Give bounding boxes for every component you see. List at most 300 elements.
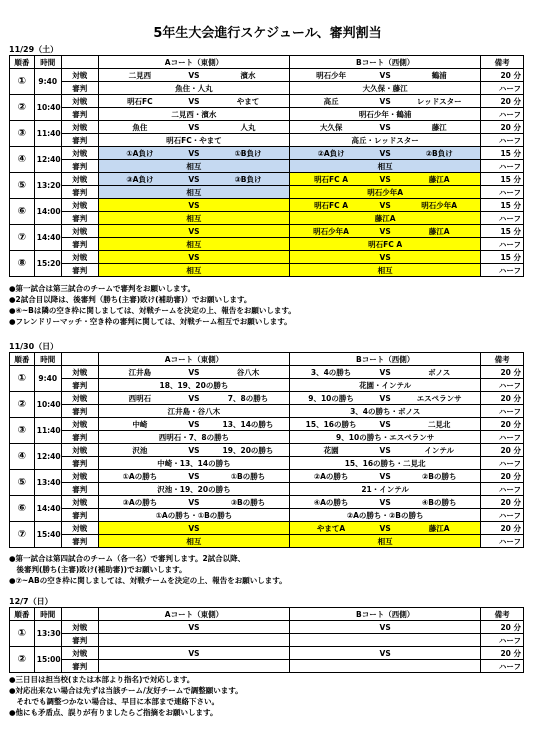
- vs-label: VS: [188, 96, 200, 106]
- ref-label: 審判: [61, 264, 98, 277]
- section-date: 11/30（日）: [9, 342, 59, 351]
- team-name: ③Bの勝ち: [230, 497, 266, 507]
- court-a-match: [98, 121, 289, 134]
- team-name: [101, 648, 179, 659]
- team-name: [101, 200, 179, 211]
- header-no: 順番: [10, 608, 35, 621]
- court-a-referee: [98, 660, 289, 673]
- ref-label: 審判: [61, 160, 98, 173]
- team-name: やまて: [236, 96, 260, 106]
- match-duration: 20 分: [481, 522, 524, 535]
- court-b-match: [290, 199, 481, 212]
- match-row: [10, 444, 524, 457]
- schedule-table: [9, 352, 524, 548]
- team-name: 大久保: [319, 122, 343, 132]
- vs-label: VS: [379, 367, 391, 377]
- note-line: それでも調整つかない場合は、早目に本部まで連絡下さい。: [9, 697, 219, 706]
- court-b-match: [290, 470, 481, 483]
- note-line: ●④~Bは隣の空き枠に関しましては、対戦チームを決定の上、報告をお願いします。: [9, 306, 296, 315]
- play-label: 対戦: [61, 522, 98, 535]
- vs-label: VS: [188, 393, 200, 403]
- referee-row: [10, 134, 524, 147]
- court-a-match: [98, 647, 289, 660]
- court-b-referee: 花園・インテル: [290, 379, 481, 392]
- header-no: 順番: [10, 353, 35, 366]
- match-duration: 15 分: [481, 225, 524, 238]
- play-label: 対戦: [61, 444, 98, 457]
- match-half: ハーフ: [481, 134, 524, 147]
- referee-row: [10, 379, 524, 392]
- match-half: ハーフ: [481, 212, 524, 225]
- team-name: 鶴浦: [431, 70, 447, 80]
- team-name: [101, 252, 179, 263]
- referee-row: [10, 509, 524, 522]
- court-a-referee: 18、19、20の勝ち: [98, 379, 289, 392]
- team-name: ①B負け: [234, 148, 262, 158]
- match-row: [10, 418, 524, 431]
- header-note: 備考: [481, 353, 524, 366]
- referee-row: [10, 660, 524, 673]
- court-a-referee: 相互: [98, 212, 289, 225]
- match-time: 15:00: [34, 647, 61, 673]
- team-name: エスペランサ: [416, 393, 462, 403]
- header-row: [10, 353, 524, 366]
- court-b-referee: 高丘・レッドスター: [290, 134, 481, 147]
- match-number: ①: [10, 69, 35, 95]
- note-line: ●第一試合は第四試合のチーム（各一名）で審判します。2試合以降、: [9, 554, 246, 563]
- court-a-referee: 中崎・13、14の勝ち: [98, 457, 289, 470]
- note-line: ●2試合目以降は、後審判（勝ち(主審)敗け(補助審)）でお願いします。: [9, 295, 252, 304]
- court-a-referee: 西明石・7、8の勝ち: [98, 431, 289, 444]
- match-duration: 15 分: [481, 147, 524, 160]
- team-name: [101, 523, 179, 534]
- team-name: 藤江A: [428, 174, 450, 184]
- team-name: ①A負け: [126, 148, 154, 158]
- match-number: ①: [10, 366, 35, 392]
- team-name: 高丘: [323, 96, 339, 106]
- match-half: ハーフ: [481, 82, 524, 95]
- court-a-match: [98, 69, 289, 82]
- team-name: 7、8の勝ち: [227, 393, 269, 403]
- vs-label: VS: [188, 174, 200, 184]
- team-name: 谷八木: [236, 367, 260, 377]
- referee-row: [10, 535, 524, 548]
- team-name: 明石少年A: [313, 226, 349, 236]
- header-court-a: Aコート（東側）: [98, 608, 289, 621]
- court-a-match: [98, 95, 289, 108]
- match-half: ハーフ: [481, 634, 524, 647]
- team-name: 明石FC A: [314, 174, 349, 184]
- court-a-match: [98, 392, 289, 405]
- team-name: [209, 226, 287, 237]
- section-date: 12/7（日）: [9, 597, 53, 606]
- team-name: 濱水: [240, 70, 256, 80]
- play-label: 対戦: [61, 147, 98, 160]
- team-name: [209, 622, 287, 633]
- vs-label: VS: [379, 70, 391, 80]
- match-number: ⑦: [10, 225, 35, 251]
- court-b-match: [290, 392, 481, 405]
- play-label: 対戦: [61, 95, 98, 108]
- team-name: 沢池: [132, 445, 148, 455]
- match-half: ハーフ: [481, 160, 524, 173]
- play-label: 対戦: [61, 418, 98, 431]
- match-half: ハーフ: [481, 108, 524, 121]
- court-a-referee: 相互: [98, 186, 289, 199]
- court-b-referee: 21・インテル: [290, 483, 481, 496]
- vs-label: VS: [188, 148, 200, 158]
- team-name: ②A負け: [317, 148, 345, 158]
- vs-label: VS: [379, 122, 391, 132]
- ref-label: 審判: [61, 212, 98, 225]
- note-line: ●他にも矛盾点、誤りが有りましたらご指摘をお願いします。: [9, 708, 218, 717]
- ref-label: 審判: [61, 405, 98, 418]
- match-row: [10, 121, 524, 134]
- match-half: ハーフ: [481, 264, 524, 277]
- team-name: やまてA: [316, 523, 346, 533]
- court-a-referee: 魚住・人丸: [98, 82, 289, 95]
- match-duration: 20 分: [481, 69, 524, 82]
- play-label: 対戦: [61, 251, 98, 264]
- vs-label: VS: [188, 648, 200, 658]
- match-time: 15:40: [34, 522, 61, 548]
- match-row: [10, 251, 524, 264]
- referee-row: [10, 431, 524, 444]
- ref-label: 審判: [61, 186, 98, 199]
- match-number: ③: [10, 121, 35, 147]
- header-type: [61, 608, 98, 621]
- match-row: [10, 366, 524, 379]
- match-duration: 20 分: [481, 621, 524, 634]
- header-row: [10, 56, 524, 69]
- header-court-a: Aコート（東側）: [98, 56, 289, 69]
- team-name: 西明石: [128, 393, 152, 403]
- court-b-match: [290, 225, 481, 238]
- court-a-match: [98, 225, 289, 238]
- vs-label: VS: [379, 148, 391, 158]
- play-label: 対戦: [61, 173, 98, 186]
- referee-row: [10, 160, 524, 173]
- vs-label: VS: [188, 70, 200, 80]
- match-duration: 15 分: [481, 199, 524, 212]
- team-name: 二見北: [427, 419, 451, 429]
- header-no: 順番: [10, 56, 35, 69]
- header-row: [10, 608, 524, 621]
- vs-label: VS: [379, 445, 391, 455]
- court-a-referee: [98, 634, 289, 647]
- match-row: [10, 496, 524, 509]
- match-row: [10, 147, 524, 160]
- header-type: [61, 353, 98, 366]
- match-time: 10:40: [34, 95, 61, 121]
- match-number: ③: [10, 418, 35, 444]
- team-name: ③Aの勝ち: [122, 497, 158, 507]
- match-half: ハーフ: [481, 457, 524, 470]
- match-number: ①: [10, 621, 35, 647]
- team-name: [400, 648, 478, 659]
- match-time: 15:20: [34, 251, 61, 277]
- team-name: 藤江A: [428, 523, 450, 533]
- match-number: ⑥: [10, 199, 35, 225]
- team-name: [209, 200, 287, 211]
- match-row: [10, 522, 524, 535]
- match-half: ハーフ: [481, 238, 524, 251]
- team-name: ②Bの勝ち: [421, 471, 457, 481]
- match-time: 14:40: [34, 225, 61, 251]
- court-a-match: [98, 444, 289, 457]
- team-name: 江井島: [128, 367, 152, 377]
- match-time: 13:30: [34, 621, 61, 647]
- court-b-match: [290, 647, 481, 660]
- referee-row: [10, 238, 524, 251]
- match-number: ④: [10, 444, 35, 470]
- section-date: 11/29（土）: [9, 45, 59, 54]
- play-label: 対戦: [61, 647, 98, 660]
- team-name: ③B負け: [234, 174, 262, 184]
- match-number: ②: [10, 392, 35, 418]
- court-b-match: [290, 444, 481, 457]
- match-number: ②: [10, 647, 35, 673]
- court-a-match: [98, 522, 289, 535]
- vs-label: VS: [188, 122, 200, 132]
- play-label: 対戦: [61, 392, 98, 405]
- court-a-referee: 相互: [98, 264, 289, 277]
- referee-row: [10, 457, 524, 470]
- vs-label: VS: [188, 419, 200, 429]
- court-a-referee: 明石FC・やまて: [98, 134, 289, 147]
- ref-label: 審判: [61, 238, 98, 251]
- header-court-b: Bコート（西側）: [290, 608, 481, 621]
- court-a-referee: 沢池・19、20の勝ち: [98, 483, 289, 496]
- court-a-match: [98, 199, 289, 212]
- ref-label: 審判: [61, 660, 98, 673]
- header-time: 時間: [34, 56, 61, 69]
- match-number: ⑤: [10, 470, 35, 496]
- note-line: ●⑦~ABの空き枠に関しましては、対戦チームを決定の上、報告をお願いします。: [9, 576, 287, 585]
- team-name: [209, 523, 287, 534]
- header-court-b: Bコート（西側）: [290, 56, 481, 69]
- ref-label: 審判: [61, 134, 98, 147]
- match-half: ハーフ: [481, 535, 524, 548]
- note-line: ●フレンドリーマッチ・空き枠の審判に関しては、対戦チーム相互でお願いします。: [9, 317, 292, 326]
- match-number: ②: [10, 95, 35, 121]
- match-duration: 20 分: [481, 95, 524, 108]
- court-a-referee: 二見西・濱水: [98, 108, 289, 121]
- vs-label: VS: [379, 226, 391, 236]
- court-b-match: [290, 95, 481, 108]
- match-duration: 20 分: [481, 470, 524, 483]
- court-a-match: [98, 621, 289, 634]
- match-row: [10, 199, 524, 212]
- match-time: 10:40: [34, 392, 61, 418]
- play-label: 対戦: [61, 496, 98, 509]
- vs-label: VS: [379, 471, 391, 481]
- team-name: ボノス: [428, 367, 451, 377]
- match-duration: 20 分: [481, 418, 524, 431]
- match-row: [10, 225, 524, 238]
- vs-label: VS: [379, 622, 391, 632]
- match-duration: 20 分: [481, 366, 524, 379]
- team-name: インテル: [424, 445, 454, 455]
- ref-label: 審判: [61, 82, 98, 95]
- court-b-referee: [290, 660, 481, 673]
- vs-label: VS: [379, 393, 391, 403]
- court-a-match: [98, 496, 289, 509]
- court-b-referee: 藤江A: [290, 212, 481, 225]
- header-time: 時間: [34, 353, 61, 366]
- match-time: 9:40: [34, 366, 61, 392]
- vs-label: VS: [379, 174, 391, 184]
- vs-label: VS: [379, 252, 391, 262]
- match-row: [10, 95, 524, 108]
- court-b-match: [290, 69, 481, 82]
- court-a-referee: 相互: [98, 238, 289, 251]
- ref-label: 審判: [61, 634, 98, 647]
- match-duration: 20 分: [481, 392, 524, 405]
- schedule-table: [9, 55, 524, 277]
- team-name: [292, 648, 370, 659]
- court-b-referee: 明石少年・鶴浦: [290, 108, 481, 121]
- match-row: [10, 621, 524, 634]
- header-court-b: Bコート（西側）: [290, 353, 481, 366]
- play-label: 対戦: [61, 225, 98, 238]
- header-time: 時間: [34, 608, 61, 621]
- team-name: 明石少年: [316, 70, 347, 80]
- match-row: [10, 69, 524, 82]
- match-time: 12:40: [34, 147, 61, 173]
- team-name: 13、14の勝ち: [222, 419, 274, 429]
- match-row: [10, 392, 524, 405]
- team-name: レッドスター: [416, 96, 462, 106]
- team-name: ①Aの勝ち: [122, 471, 158, 481]
- vs-label: VS: [379, 96, 391, 106]
- match-row: [10, 647, 524, 660]
- team-name: ③A負け: [126, 174, 154, 184]
- match-number: ⑦: [10, 522, 35, 548]
- court-b-match: [290, 418, 481, 431]
- schedule-table: [9, 607, 524, 673]
- court-a-referee: ①Aの勝ち・①Bの勝ち: [98, 509, 289, 522]
- match-half: ハーフ: [481, 509, 524, 522]
- match-duration: 20 分: [481, 444, 524, 457]
- match-time: 14:40: [34, 496, 61, 522]
- court-b-referee: 相互: [290, 535, 481, 548]
- note-line: 後審判(勝ち(主審)敗け(補助審))でお願いします。: [9, 565, 187, 574]
- note-line: ●三日目は担当校(または本部より指名)で対応します。: [9, 675, 195, 684]
- match-half: ハーフ: [481, 660, 524, 673]
- team-name: ④Aの勝ち: [313, 497, 349, 507]
- match-time: 14:00: [34, 199, 61, 225]
- team-name: [400, 622, 478, 633]
- vs-label: VS: [379, 648, 391, 658]
- play-label: 対戦: [61, 366, 98, 379]
- match-half: ハーフ: [481, 405, 524, 418]
- vs-label: VS: [188, 226, 200, 236]
- court-b-match: [290, 147, 481, 160]
- referee-row: [10, 634, 524, 647]
- match-time: 9:40: [34, 69, 61, 95]
- court-b-referee: 15、16の勝ち・二見北: [290, 457, 481, 470]
- court-a-match: [98, 173, 289, 186]
- referee-row: [10, 108, 524, 121]
- court-b-referee: [290, 634, 481, 647]
- section-notes: [9, 674, 243, 718]
- team-name: ②Aの勝ち: [313, 471, 349, 481]
- match-duration: 15 分: [481, 251, 524, 264]
- court-b-match: [290, 251, 481, 264]
- play-label: 対戦: [61, 199, 98, 212]
- court-a-match: [98, 147, 289, 160]
- referee-row: [10, 186, 524, 199]
- vs-label: VS: [379, 200, 391, 210]
- team-name: 9、10の勝ち: [308, 393, 354, 403]
- vs-label: VS: [188, 445, 200, 455]
- court-b-match: [290, 173, 481, 186]
- court-b-match: [290, 496, 481, 509]
- match-row: [10, 173, 524, 186]
- team-name: 藤江A: [428, 226, 450, 236]
- court-b-referee: 大久保・藤江: [290, 82, 481, 95]
- team-name: 明石少年A: [421, 200, 458, 210]
- team-name: 明石FC: [127, 96, 153, 106]
- vs-label: VS: [188, 523, 200, 533]
- page-title: 5年生大会進行スケジュール、審判割当: [153, 26, 382, 41]
- ref-label: 審判: [61, 483, 98, 496]
- team-name: 魚住: [132, 122, 148, 132]
- referee-row: [10, 212, 524, 225]
- header-note: 備考: [481, 56, 524, 69]
- match-number: ⑤: [10, 173, 35, 199]
- vs-label: VS: [188, 367, 200, 377]
- match-duration: 20 分: [481, 121, 524, 134]
- court-b-match: [290, 522, 481, 535]
- court-b-referee: 9、10の勝ち・エスペランサ: [290, 431, 481, 444]
- referee-row: [10, 405, 524, 418]
- play-label: 対戦: [61, 69, 98, 82]
- vs-label: VS: [379, 523, 391, 533]
- match-duration: 20 分: [481, 647, 524, 660]
- match-half: ハーフ: [481, 431, 524, 444]
- match-half: ハーフ: [481, 186, 524, 199]
- match-time: 12:40: [34, 444, 61, 470]
- court-a-match: [98, 366, 289, 379]
- header-note: 備考: [481, 608, 524, 621]
- match-number: ⑥: [10, 496, 35, 522]
- ref-label: 審判: [61, 535, 98, 548]
- match-half: ハーフ: [481, 379, 524, 392]
- team-name: [209, 252, 287, 263]
- court-b-referee: 相互: [290, 264, 481, 277]
- header-type: [61, 56, 98, 69]
- referee-row: [10, 483, 524, 496]
- court-a-match: [98, 418, 289, 431]
- play-label: 対戦: [61, 621, 98, 634]
- vs-label: VS: [379, 497, 391, 507]
- court-b-referee: 相互: [290, 160, 481, 173]
- match-duration: 20 分: [481, 496, 524, 509]
- vs-label: VS: [188, 497, 200, 507]
- note-line: ●対応出来ない場合は先ずは当該チーム/友好チームで調整願います。: [9, 686, 243, 695]
- vs-label: VS: [379, 419, 391, 429]
- section-notes: [9, 553, 287, 586]
- court-b-referee: 3、4の勝ち・ボノス: [290, 405, 481, 418]
- court-b-referee: 明石FC A: [290, 238, 481, 251]
- team-name: [400, 252, 478, 263]
- court-b-match: [290, 621, 481, 634]
- team-name: ①Bの勝ち: [230, 471, 266, 481]
- vs-label: VS: [188, 200, 200, 210]
- court-a-match: [98, 470, 289, 483]
